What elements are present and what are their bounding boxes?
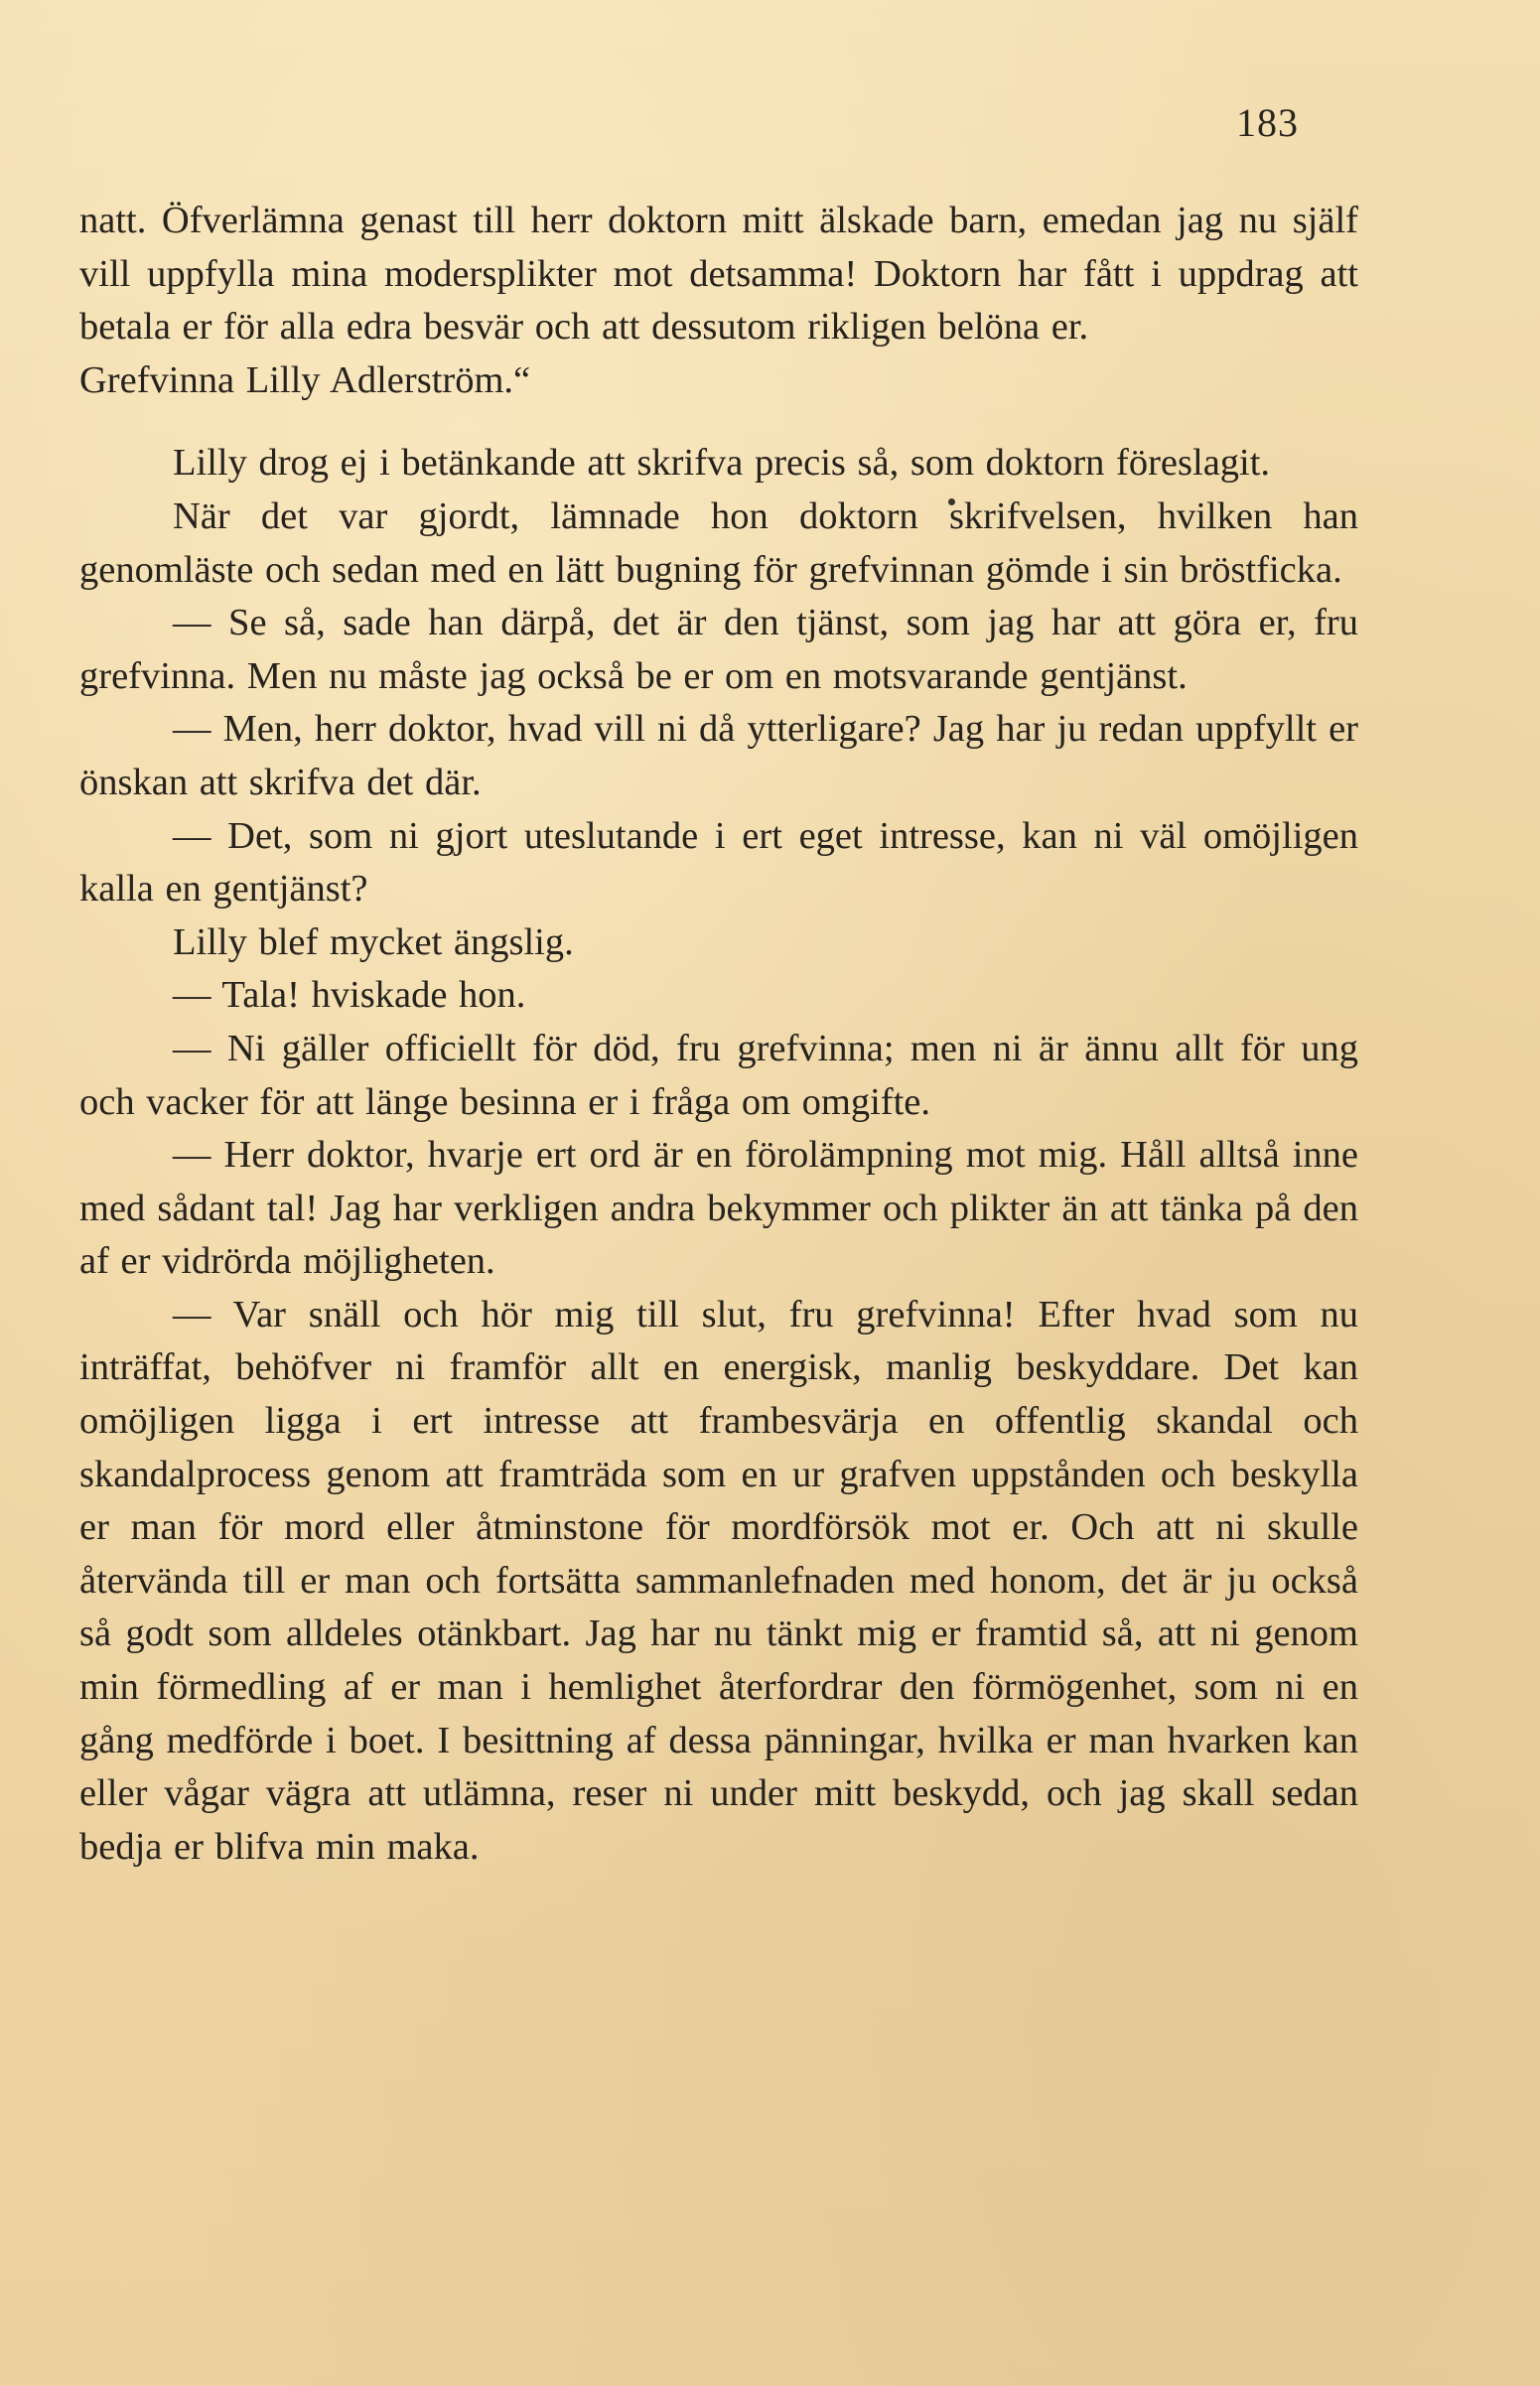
paragraph: Lilly blef mycket ängslig.: [173, 920, 574, 963]
paragraph-gap: [79, 407, 1358, 437]
paragraph: — Men, herr doktor, hvad vill ni då ytterligare? Jag har ju redan uppfyllt er önskan att skrifva det där.: [79, 708, 1358, 803]
body-text: [79, 195, 1358, 1874]
paragraph: — Se så, sade han därpå, det är den tjänst, som jag har att göra er, fru grefvinna. Men nu måste jag också be er om en motsvarande gentjänst.: [79, 602, 1358, 697]
paragraph: Lilly drog ej i betänkande att skrifva precis så, som doktorn föreslagit.: [173, 442, 1271, 485]
letter-signature: Grefvinna Lilly Adlerström.“: [79, 358, 531, 401]
paragraph: När det var gjordt, lämnade hon doktorn skrifvelsen, hvilken han genomläste och sedan med en lätt bugning för grefvinnan gömde i sin bröstficka.: [79, 494, 1358, 591]
paragraph: — Det, som ni gjort uteslutande i ert eget intresse, kan ni väl omöjligen kalla en gentjänst?: [79, 814, 1358, 911]
paragraph: — Ni gäller officiellt för död, fru grefvinna; men ni är ännu allt för ung och vacker för att länge besinna er i fråga om omgifte.: [79, 1027, 1358, 1123]
paragraph: — Tala! hviskade hon.: [173, 974, 526, 1017]
paragraph: — Herr doktor, hvarje ert ord är en förolämpning mot mig. Håll alltså inne med sådant tal! Jag har verkligen andra bekymmer och plikter än att tänka på den af er vidrörda möjligheten.: [79, 1134, 1358, 1283]
paragraph: — Var snäll och hör mig till slut, fru grefvinna! Efter hvad som nu inträffat, behöfver ni framför allt en energisk, manlig beskyddare. Det kan omöjligen ligga i ert intresse att frambesvärja en offentlig skandal och skandalprocess genom att framträda som en ur grafven uppstånden och beskylla er man för mord eller åtminstone för mordförsök mot er. Och att ni skulle återvända till er man och fortsätta sammanlefnaden med honom, det är ju också så godt som alldeles otänkbart. Jag har nu tänkt mig er framtid så, att ni genom min förmedling af er man i hemlighet återfordrar den förmögenhet, som ni en gång medförde i boet. I besittning af dessa pänningar, hvilka er man hvarken kan eller vågar vägra att utlämna, reser ni under mitt beskydd, och jag skall sedan bedja er blifva min maka.: [79, 1293, 1358, 1868]
letter-text: natt. Öfverlämna genast till herr doktorn mitt älskade barn, emedan jag nu själf vill uppfylla mina modersplikter mot detsamma! Doktorn har fått i uppdrag att betala er för alla edra besvär och att dessutom rikligen belöna er.: [79, 200, 1358, 349]
page-number: 183: [1236, 100, 1299, 145]
